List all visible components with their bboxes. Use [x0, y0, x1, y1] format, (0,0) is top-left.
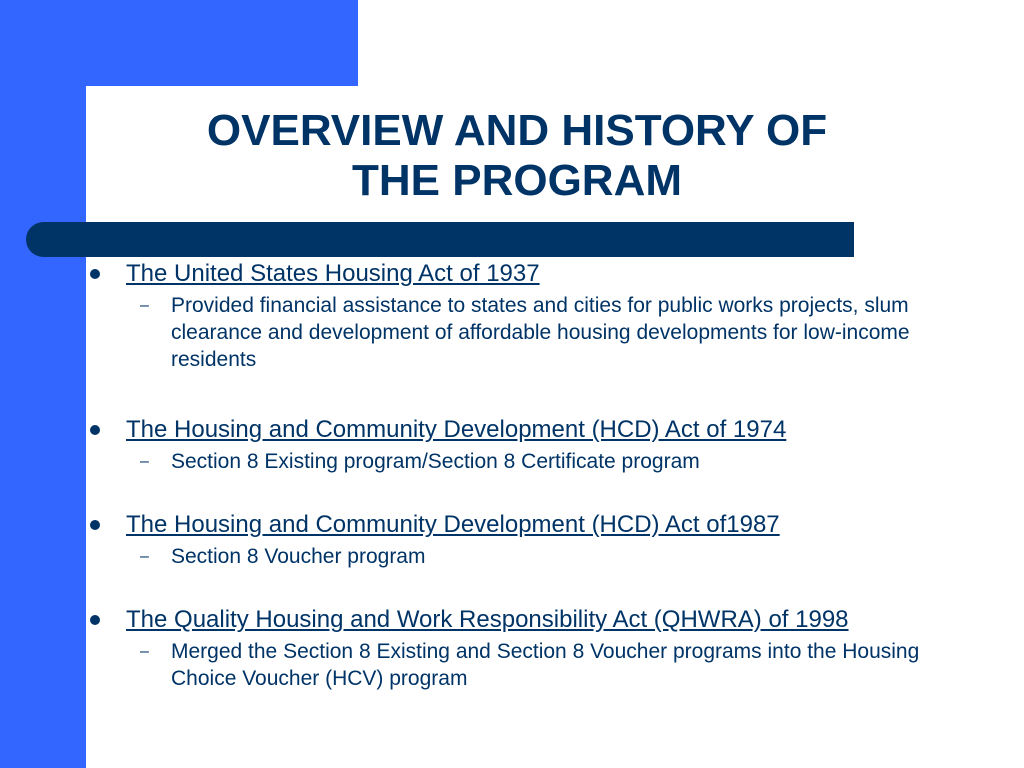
sub-item-text: Merged the Section 8 Existing and Section 8 Voucher programs into the Housing Choice Voucher (HCV) program — [171, 640, 920, 690]
slide-title — [118, 106, 916, 206]
sub-item-text: Section 8 Existing program/Section 8 Certificate program — [171, 450, 700, 473]
dash-marker-icon: – — [140, 453, 149, 470]
bullet-list — [86, 258, 926, 692]
bullet-dot-icon — [90, 615, 100, 625]
left-accent-band — [0, 0, 86, 768]
hcd-act-1974-link[interactable]: The Housing and Community Development (HCD) Act of 1974 — [126, 416, 787, 443]
qhwra-1998-link[interactable]: The Quality Housing and Work Responsibility Act (QHWRA) of 1998 — [126, 606, 849, 633]
spacer — [86, 570, 926, 604]
sub-item-1987 — [86, 543, 926, 570]
dash-marker-icon: – — [140, 643, 149, 660]
sub-item-text: Section 8 Voucher program — [171, 545, 426, 568]
sub-item-1974 — [86, 448, 926, 475]
sub-item-text: Provided financial assistance to states and cities for public works projects, slum clearance and development of affordable housing developments for low-income residents — [171, 294, 910, 371]
bullet-dot-icon — [90, 269, 100, 279]
bullet-dot-icon — [90, 425, 100, 435]
bullet-item-1937 — [86, 258, 926, 289]
spacer — [86, 373, 926, 414]
bullet-item-1998 — [86, 604, 926, 635]
title-line-2: THE PROGRAM — [352, 156, 682, 205]
bullet-item-1987 — [86, 509, 926, 540]
sub-item-1998 — [86, 638, 926, 692]
bullet-dot-icon — [90, 520, 100, 530]
dash-marker-icon: – — [140, 297, 149, 314]
title-line-1: OVERVIEW AND HISTORY OF — [206, 106, 828, 155]
spacer — [86, 475, 926, 509]
dash-marker-icon: – — [140, 548, 149, 565]
hcd-act-1987-link[interactable]: The Housing and Community Development (HCD) Act of1987 — [126, 511, 780, 538]
top-accent-band — [0, 0, 358, 86]
housing-act-1937-link[interactable]: The United States Housing Act of 1937 — [126, 260, 540, 287]
bullet-item-1974 — [86, 414, 926, 445]
sub-item-1937 — [86, 292, 926, 373]
title-underline-bar — [26, 222, 854, 257]
